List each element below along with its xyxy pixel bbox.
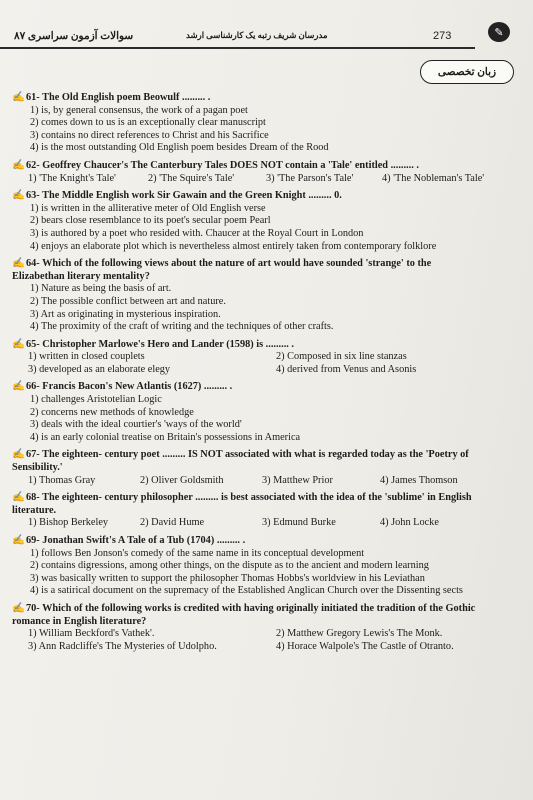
pen-mark-icon: ✍: [12, 449, 25, 461]
question-64: [12, 258, 517, 334]
answer-option: 4) 'The Nobleman's Tale': [382, 172, 485, 184]
answer-option: 3) Art as originating in mysterious inspiration.: [30, 308, 221, 320]
answer-option: 1) 'The Knight's Tale': [28, 172, 116, 184]
answer-option: 2) Composed in six line stanzas: [276, 351, 407, 363]
answer-option: 1) follows Ben Jonson's comedy of the same name in its conceptual development: [30, 547, 365, 559]
answer-option: 1) is written in the alliterative meter of Old English verse: [30, 202, 266, 214]
answer-option: 3) was basically written to support the philosopher Thomas Hobbs's worldview in his Leviathan: [30, 572, 425, 584]
question-63: [12, 190, 517, 253]
question-69: [12, 535, 517, 598]
exam-title: سوالات آزمون سراسری ۸۷: [14, 31, 134, 42]
answer-option: 1) Bishop Berkeley: [28, 517, 109, 529]
pen-mark-icon: ✍: [12, 159, 25, 171]
pen-mark-icon: ✍: [12, 92, 25, 103]
options-grid: [12, 628, 517, 653]
answer-option: 2) bears close resemblance to its poet's secular poem Pearl: [30, 215, 271, 227]
question-65: [12, 339, 517, 377]
question-stem: 65- Christopher Marlowe's Hero and Lander (1598) is ......... .: [26, 338, 295, 350]
answer-option: 2) contains digressions, among other things, on the dispute as to the ancient and modern learning: [30, 560, 429, 572]
question-66: [12, 381, 517, 444]
question-stem: 69- Jonathan Swift's A Tale of a Tub (1704) ......... .: [26, 535, 246, 546]
answer-option: 1) Thomas Gray: [28, 474, 96, 486]
options-row: [12, 475, 517, 488]
answer-option: 4) is the most outstanding Old English poem besides Dream of the Rood: [30, 142, 329, 154]
pen-mark-icon: ✍: [12, 381, 25, 393]
answer-option: 3) deals with the ideal courtier's 'ways of the world': [30, 419, 242, 431]
pen-mark-icon: ✍: [12, 338, 25, 350]
pen-mark-icon: ✍: [12, 492, 25, 504]
question-stem: 64- Which of the following views about the nature of art would have sounded 'strange' to the: [26, 258, 432, 270]
answer-option: 1) William Beckford's Vathek'.: [28, 628, 155, 640]
answer-option: 2) David Hume: [140, 517, 205, 529]
answer-option: 3) Matthew Prior: [262, 474, 333, 486]
question-stem: 63- The Middle English work Sir Gawain and the Green Knight ......... 0.: [26, 190, 342, 202]
question-stem: 62- Geoffrey Chaucer's The Canterbury Tales DOES NOT contain a 'Tale' entitled ......... .: [26, 159, 419, 171]
options-row: [12, 173, 517, 186]
question-stem-continued: literature.: [12, 504, 57, 516]
question-stem: 67- The eighteen- century poet ......... IS NOT associated with what is regarded today as the 'Poetry of: [26, 449, 469, 461]
answer-option: 1) written in closed couplets: [28, 351, 145, 363]
answer-option: 2) The possible conflict between art and nature.: [30, 295, 226, 307]
question-70: [12, 603, 517, 653]
question-62: [12, 160, 517, 185]
answer-option: 1) challenges Aristotelian Logic: [30, 394, 162, 406]
question-stem: 70- Which of the following works is credited with having originally initiated the tradition of the Gothic: [26, 602, 476, 614]
answer-option: 3) 'The Parson's Tale': [266, 172, 354, 184]
pen-mark-icon: ✍: [12, 535, 25, 546]
answer-option: 4) James Thomson: [380, 474, 458, 486]
question-stem-continued: Elizabethan literary mentality?: [12, 270, 150, 282]
question-67: [12, 449, 517, 487]
answer-option: 3) is authored by a poet who resided with. Chaucer at the Royal Court in London: [30, 227, 364, 239]
question-68: [12, 492, 517, 530]
question-61: [12, 92, 517, 155]
section-tag: زبان تخصصی: [420, 60, 514, 84]
pen-mark-icon: ✍: [12, 258, 25, 270]
answer-option: 4) enjoys an elaborate plot which is nevertheless almost entirely taken from contemporary folklore: [30, 240, 437, 252]
answer-option: 2) comes down to us is an exceptionally clear manuscript: [30, 117, 266, 129]
answer-option: 1) Nature as being the basis of art.: [30, 283, 172, 295]
answer-option: 2) concerns new methods of knowledge: [30, 406, 194, 418]
question-stem-continued: Sensibility.': [12, 462, 63, 474]
answer-option: 3) Ann Radcliffe's The Mysteries of Udolpho.: [28, 640, 217, 652]
page-number: 273: [433, 30, 452, 42]
publisher-title: مدرسان شریف رتبه یک کارشناسی ارشد: [186, 30, 328, 40]
answer-option: 4) Horace Walpole's The Castle of Otranto.: [276, 640, 454, 652]
options-row: [12, 517, 517, 530]
question-stem: 68- The eighteen- century philosopher ......... is best associated with the idea of the 'sublime' in English: [26, 492, 472, 504]
pen-mark-icon: ✍: [12, 602, 25, 614]
answer-option: 3) contains no direct references to Christ and his Sacrifice: [30, 129, 269, 141]
answer-option: 4) The proximity of the craft of writing and the techniques of other crafts.: [30, 321, 334, 333]
question-stem-continued: romance in English literature?: [12, 615, 147, 627]
answer-option: 3) developed as an elaborate elegy: [28, 363, 171, 375]
answer-option: 2) Oliver Goldsmith: [140, 474, 224, 486]
answer-option: 4) is a satirical document on the supremacy of the Established Anglican Church over the Dissenting sects: [30, 585, 463, 597]
pen-mark-icon: ✍: [12, 190, 25, 202]
answer-option: 1) is, by general consensus, the work of a pagan poet: [30, 104, 248, 116]
publisher-logo-icon: ✎: [488, 22, 510, 42]
question-stem: 61- The Old English poem Beowulf ......... .: [26, 92, 211, 103]
answer-option: 3) Edmund Burke: [262, 517, 336, 529]
question-stem: 66- Francis Bacon's New Atlantis (1627) ......... .: [26, 381, 233, 393]
answer-option: 4) derived from Venus and Asonis: [276, 363, 417, 375]
page-header: [0, 20, 533, 50]
questions-list: [12, 92, 517, 658]
answer-option: 2) 'The Squire's Tale': [148, 172, 235, 184]
answer-option: 2) Matthew Gregory Lewis's The Monk.: [276, 628, 443, 640]
answer-option: 4) is an early colonial treatise on Britain's possessions in America: [30, 431, 301, 443]
options-grid: [12, 351, 517, 376]
header-rule: [0, 47, 475, 49]
answer-option: 4) John Locke: [380, 517, 439, 529]
